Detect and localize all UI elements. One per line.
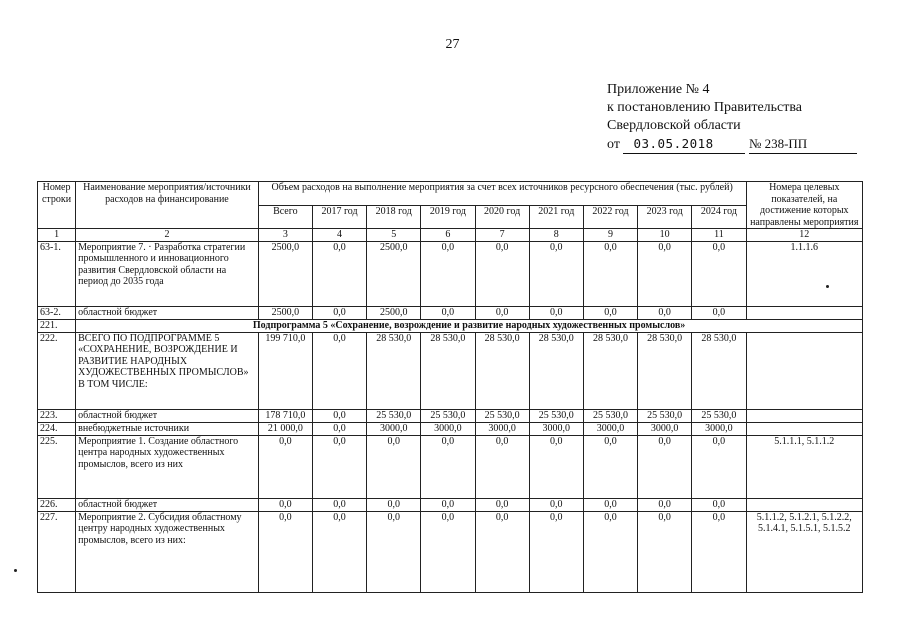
year-value-cell: 0,0 (475, 498, 529, 511)
header-year: 2021 год (529, 206, 583, 229)
total-cell: 2500,0 (258, 241, 312, 306)
appendix-block (607, 81, 857, 154)
header-year: 2017 год (312, 206, 366, 229)
row-number-cell: 227. (38, 511, 76, 592)
year-value-cell: 0,0 (692, 241, 746, 306)
total-cell: 178 710,0 (258, 409, 312, 422)
year-value-cell: 0,0 (529, 498, 583, 511)
activity-name-cell: областной бюджет (76, 306, 259, 319)
column-number-cell: 9 (583, 229, 637, 242)
year-value-cell: 25 530,0 (638, 409, 692, 422)
table-row (38, 319, 863, 332)
indicators-cell: 5.1.1.1, 5.1.1.2 (746, 435, 862, 498)
year-value-cell: 0,0 (312, 422, 366, 435)
header-year: 2023 год (638, 206, 692, 229)
appendix-region: Свердловской области (607, 118, 741, 133)
year-value-cell: 0,0 (421, 435, 475, 498)
year-value-cell: 0,0 (529, 435, 583, 498)
appendix-resolution: к постановлению Правительства (607, 100, 803, 115)
year-value-cell: 0,0 (692, 498, 746, 511)
year-value-cell: 28 530,0 (583, 332, 637, 409)
table-row (38, 306, 863, 319)
column-number-cell: 6 (421, 229, 475, 242)
year-value-cell: 0,0 (367, 435, 421, 498)
table-row (38, 241, 863, 306)
year-value-cell: 0,0 (475, 435, 529, 498)
activity-name-cell: внебюджетные источники (76, 422, 259, 435)
year-value-cell: 0,0 (638, 435, 692, 498)
year-value-cell: 0,0 (583, 241, 637, 306)
page-number: 27 (445, 37, 460, 52)
column-number-cell: 2 (76, 229, 259, 242)
total-cell: 199 710,0 (258, 332, 312, 409)
header-volume: Объем расходов на выполнение мероприятия за счет всех источников ресурсного обеспечения (тыс. рублей) (258, 182, 746, 206)
year-value-cell: 2500,0 (367, 241, 421, 306)
year-value-cell: 0,0 (583, 511, 637, 592)
total-cell: 0,0 (258, 511, 312, 592)
activity-name-cell: Мероприятие 2. Субсидия областному центру народных художественных промыслов, всего из них: (76, 511, 259, 592)
table-row (38, 511, 863, 592)
row-number-cell: 225. (38, 435, 76, 498)
year-value-cell: 0,0 (312, 511, 366, 592)
year-value-cell: 0,0 (475, 241, 529, 306)
table-row (38, 409, 863, 422)
year-value-cell: 0,0 (475, 511, 529, 592)
year-value-cell: 28 530,0 (421, 332, 475, 409)
year-value-cell: 0,0 (367, 511, 421, 592)
year-value-cell: 28 530,0 (475, 332, 529, 409)
year-value-cell: 0,0 (638, 306, 692, 319)
activity-name-cell: областной бюджет (76, 498, 259, 511)
year-value-cell: 3000,0 (583, 422, 637, 435)
year-value-cell: 0,0 (367, 498, 421, 511)
year-value-cell: 0,0 (638, 511, 692, 592)
year-value-cell: 0,0 (421, 498, 475, 511)
year-value-cell: 0,0 (529, 306, 583, 319)
year-value-cell: 3000,0 (367, 422, 421, 435)
year-value-cell: 0,0 (638, 498, 692, 511)
column-number-cell: 1 (38, 229, 76, 242)
year-value-cell: 0,0 (312, 332, 366, 409)
year-value-cell: 0,0 (312, 306, 366, 319)
activity-name-cell: Мероприятие 1. Создание областного центра народных художественных промыслов, всего из них (76, 435, 259, 498)
header-name: Наименование мероприятия/источники расходов на финансирование (76, 182, 259, 229)
year-value-cell: 25 530,0 (367, 409, 421, 422)
resolution-number: № 238-ПП (749, 135, 857, 154)
year-value-cell: 3000,0 (529, 422, 583, 435)
column-number-cell: 10 (638, 229, 692, 242)
year-value-cell: 0,0 (475, 306, 529, 319)
year-value-cell: 0,0 (312, 241, 366, 306)
activity-name-cell: областной бюджет (76, 409, 259, 422)
table-row (38, 498, 863, 511)
year-value-cell: 25 530,0 (529, 409, 583, 422)
column-numbers-row (38, 229, 863, 242)
column-number-cell: 3 (258, 229, 312, 242)
row-number-cell: 63-2. (38, 306, 76, 319)
column-number-cell: 5 (367, 229, 421, 242)
header-year: 2018 год (367, 206, 421, 229)
year-value-cell: 0,0 (312, 435, 366, 498)
subprogram-heading: Подпрограмма 5 «Сохранение, возрождение и развитие народных художественных промыслов» (76, 319, 863, 332)
year-value-cell: 0,0 (583, 498, 637, 511)
year-value-cell: 0,0 (421, 306, 475, 319)
year-value-cell: 0,0 (312, 498, 366, 511)
header-row-number: Номер строки (38, 182, 76, 229)
appendix-title: Приложение № 4 (607, 82, 710, 97)
column-number-cell: 11 (692, 229, 746, 242)
year-value-cell: 0,0 (529, 241, 583, 306)
year-value-cell: 25 530,0 (421, 409, 475, 422)
header-year: 2020 год (475, 206, 529, 229)
appendix-date-row (607, 135, 857, 154)
year-value-cell: 0,0 (692, 435, 746, 498)
year-value-cell: 0,0 (421, 241, 475, 306)
resolution-date: 03.05.2018 (623, 135, 745, 154)
indicators-cell (746, 332, 862, 409)
total-cell: 2500,0 (258, 306, 312, 319)
year-value-cell: 28 530,0 (529, 332, 583, 409)
year-value-cell: 2500,0 (367, 306, 421, 319)
from-label: от (607, 137, 620, 152)
header-year: 2019 год (421, 206, 475, 229)
year-value-cell: 25 530,0 (475, 409, 529, 422)
indicators-cell (746, 422, 862, 435)
header-year: 2024 год (692, 206, 746, 229)
indicators-cell (746, 409, 862, 422)
row-number-cell: 223. (38, 409, 76, 422)
row-number-cell: 221. (38, 319, 76, 332)
header-indicators: Номера целевых показателей, на достижение которых направлены мероприятия (746, 182, 862, 229)
total-cell: 21 000,0 (258, 422, 312, 435)
table-row (38, 435, 863, 498)
year-value-cell: 3000,0 (421, 422, 475, 435)
year-value-cell: 0,0 (312, 409, 366, 422)
row-number-cell: 226. (38, 498, 76, 511)
column-number-cell: 4 (312, 229, 366, 242)
indicators-cell: 1.1.1.6 (746, 241, 862, 306)
table-row (38, 422, 863, 435)
scan-mark (14, 569, 17, 572)
indicators-cell (746, 306, 862, 319)
header-total: Всего (258, 206, 312, 229)
year-value-cell: 0,0 (692, 306, 746, 319)
year-value-cell: 0,0 (583, 435, 637, 498)
total-cell: 0,0 (258, 498, 312, 511)
year-value-cell: 3000,0 (638, 422, 692, 435)
year-value-cell: 0,0 (529, 511, 583, 592)
year-value-cell: 0,0 (421, 511, 475, 592)
expenses-table (37, 181, 863, 593)
year-value-cell: 3000,0 (692, 422, 746, 435)
activity-name-cell: Мероприятие 7. · Разработка стратегии промышленного и инновационного развития Свердловской области на период до 2035 года (76, 241, 259, 306)
column-number-cell: 12 (746, 229, 862, 242)
table-row (38, 332, 863, 409)
row-number-cell: 222. (38, 332, 76, 409)
scan-mark (826, 285, 829, 288)
year-value-cell: 0,0 (692, 511, 746, 592)
column-number-cell: 8 (529, 229, 583, 242)
indicators-cell: 5.1.1.2, 5.1.2.1, 5.1.2.2, 5.1.4.1, 5.1.5.1, 5.1.5.2 (746, 511, 862, 592)
row-number-cell: 224. (38, 422, 76, 435)
year-value-cell: 28 530,0 (638, 332, 692, 409)
year-value-cell: 3000,0 (475, 422, 529, 435)
header-year: 2022 год (583, 206, 637, 229)
year-value-cell: 0,0 (638, 241, 692, 306)
indicators-cell (746, 498, 862, 511)
year-value-cell: 25 530,0 (583, 409, 637, 422)
year-value-cell: 28 530,0 (367, 332, 421, 409)
column-number-cell: 7 (475, 229, 529, 242)
year-value-cell: 28 530,0 (692, 332, 746, 409)
year-value-cell: 0,0 (583, 306, 637, 319)
row-number-cell: 63-1. (38, 241, 76, 306)
activity-name-cell: ВСЕГО ПО ПОДПРОГРАММЕ 5 «СОХРАНЕНИЕ, ВОЗРОЖДЕНИЕ И РАЗВИТИЕ НАРОДНЫХ ХУДОЖЕСТВЕННЫХ ПРОМЫСЛОВ» В ТОМ ЧИСЛЕ: (76, 332, 259, 409)
total-cell: 0,0 (258, 435, 312, 498)
year-value-cell: 25 530,0 (692, 409, 746, 422)
